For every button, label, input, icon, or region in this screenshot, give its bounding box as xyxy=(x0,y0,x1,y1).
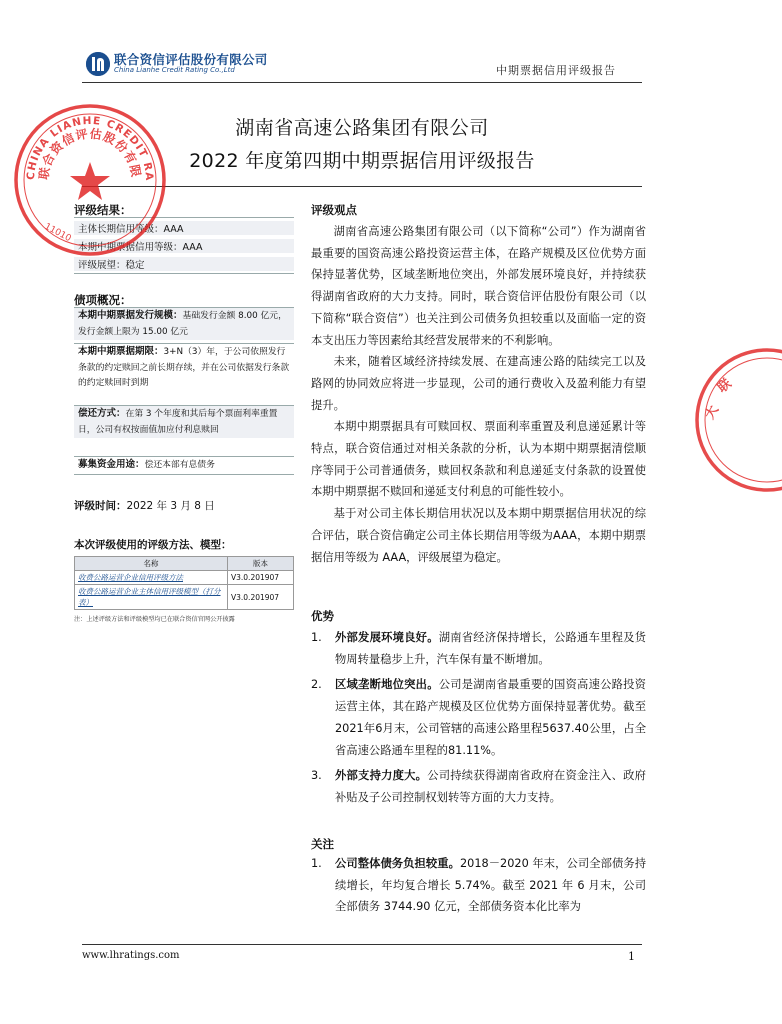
rating-row: 主体长期信用等级：AAA xyxy=(78,224,184,235)
list-item xyxy=(311,627,646,670)
list-bold: 外部支持力度大。 xyxy=(335,769,428,783)
list-num: 1. xyxy=(311,857,322,870)
rating-time-value: 2022 年 3 月 8 日 xyxy=(126,500,215,512)
list-bold: 区域垄断地位突出。 xyxy=(335,678,439,692)
report-type-header: 中期票据信用评级报告 xyxy=(496,64,616,77)
debt-item-label: 募集资金用途： xyxy=(78,459,145,470)
method-title: 本次评级使用的评级方法、模型： xyxy=(74,539,232,551)
svg-text:联: 联 xyxy=(714,376,735,397)
rating-result-title: 评级结果： xyxy=(74,203,132,217)
seal-text-cn: 联合资信评估股份有限 xyxy=(36,126,144,181)
rating-view-title: 评级观点 xyxy=(311,203,357,217)
seal-text-en: CHINA LIANHE CREDIT RA xyxy=(24,114,156,182)
method-header-version: 版本 xyxy=(228,557,294,571)
footer-url: www.lhratings.com xyxy=(82,950,180,961)
company-seal-icon xyxy=(10,100,170,260)
company-name-en: China Lianhe Credit Rating Co.,Ltd xyxy=(114,66,235,74)
concerns-list xyxy=(311,853,646,918)
header-divider xyxy=(82,82,642,83)
rating-time xyxy=(74,498,215,513)
page-number: 1 xyxy=(628,950,635,963)
method-link[interactable]: 收费公路运营企业信用评级方法 xyxy=(75,571,228,585)
debt-item xyxy=(74,456,294,475)
table-row xyxy=(75,571,294,585)
list-item xyxy=(311,765,646,808)
svg-text:大: 大 xyxy=(702,403,722,422)
list-bold: 公司整体债务负担较重。 xyxy=(335,857,460,870)
report-title-company: 湖南省高速公路集团有限公司 xyxy=(235,117,489,139)
debt-item-text: 基础发行金额 8.00 亿元，发行金额上限为 15.00 亿元 xyxy=(78,311,287,337)
list-text: 公司持续获得湖南省政府在资金注入、政府补贴及子公司控制权划转等方面的大力支持。 xyxy=(335,769,646,804)
seal-code: 11010 xyxy=(42,221,73,245)
paragraph: 未来，随着区域经济持续发展、在建高速公路的陆续完工以及路网的协同效应将进一步显现，公司的通行费收入及盈利能力有望提升。 xyxy=(311,355,646,412)
company-name-cn: 联合资信评估股份有限公司 xyxy=(114,52,268,67)
table-row xyxy=(75,585,294,610)
partial-seal-icon xyxy=(692,345,782,495)
list-bold: 外部发展环境良好。 xyxy=(335,631,439,644)
paragraph: 基于对公司主体长期信用状况以及本期中期票据信用状况的综合评估，联合资信确定公司主体长期信用等级为AAA，本期中期票据信用等级为 AAA，评级展望为稳定。 xyxy=(311,507,646,564)
debt-item-label: 本期中期票据期限： xyxy=(78,346,164,357)
method-table-header xyxy=(75,557,294,571)
debt-overview-title: 债项概况： xyxy=(74,293,132,307)
paragraph: 本期中期票据具有可赎回权、票面利率重置及利息递延累计等特点，联合资信通过对相关条款的分析，认为本期中期票据清偿顺序等同于公司普通债务，赎回权条款和利息递延支付条款的设置使本期中期票据不赎回和递延支付利息的可能性较小。 xyxy=(311,420,646,499)
rating-row: 评级展望：稳定 xyxy=(78,260,145,271)
debt-item-label: 偿还方式： xyxy=(78,408,126,419)
strengths-list xyxy=(311,627,646,809)
list-item xyxy=(311,853,646,918)
strengths-title: 优势 xyxy=(311,609,334,623)
list-num: 2. xyxy=(311,678,322,692)
debt-item xyxy=(74,343,294,392)
rating-view-body xyxy=(311,221,646,568)
lianhe-logo-icon xyxy=(86,52,110,76)
list-num: 3. xyxy=(311,769,322,783)
concerns-title: 关注 xyxy=(311,837,334,851)
footer-divider xyxy=(82,944,642,945)
list-num: 1. xyxy=(311,631,322,644)
debt-item-text: 偿还本部有息债务 xyxy=(144,460,215,470)
list-item xyxy=(311,674,646,761)
rating-time-label: 评级时间： xyxy=(74,500,127,512)
list-text: 2018－2020 年末，公司全部债务持续增长，年均复合增长 5.74%。截至 2021 年 6 月末，公司全部债务 3744.90 亿元，全部债务资本化比率为 xyxy=(335,857,646,914)
list-text: 湖南省经济保持增长，公路通车里程及货物周转量稳步上升，汽车保有量不断增加。 xyxy=(335,631,646,666)
method-version: V3.0.201907 xyxy=(228,571,294,585)
debt-item-text: 在第 3 个年度和其后每个票面利率重置日，公司有权按面值加应付利息赎回 xyxy=(78,409,278,435)
rating-row: 本期中期票据信用等级：AAA xyxy=(78,242,203,253)
list-text: 公司是湖南省最重要的国资高速公路投资运营主体，其在路产规模及区位优势方面保持显著优势。截至2021年6月末，公司管辖的高速公路里程5637.40公里，占全省高速公路通车里程的81.11%。 xyxy=(335,678,646,757)
method-link[interactable]: 收费公路运营企业主体信用评级模型（打分表） xyxy=(75,585,228,610)
report-title-name: 2022 年度第四期中期票据信用评级报告 xyxy=(189,150,535,172)
method-header-name: 名称 xyxy=(75,557,228,571)
method-version: V3.0.201907 xyxy=(228,585,294,610)
debt-item-text: 3+N（3）年，于公司依照发行条款的约定赎回之前长期存续，并在公司依据发行条款的约定赎回时到期 xyxy=(78,347,290,388)
debt-item xyxy=(74,307,294,340)
method-note: 注：上述评级方法和评级模型均已在联合资信官网公开披露 xyxy=(74,616,235,623)
debt-item xyxy=(74,405,294,438)
method-table xyxy=(74,556,294,610)
paragraph: 湖南省高速公路集团有限公司（以下简称“公司”）作为湖南省最重要的国资高速公路投资运营主体，在路产规模及区位优势方面保持显著优势，区域垄断地位突出，外部发展环境良好，并持续获得湖南省政府的大力支持。同时，联合资信评估股份有限公司（以下简称“联合资信”）也关注到公司债务负担较重以及面临一定的资本支出压力等因素给其经营发展带来的不利影响。 xyxy=(311,225,646,347)
debt-item-label: 本期中期票据发行规模： xyxy=(78,310,183,321)
